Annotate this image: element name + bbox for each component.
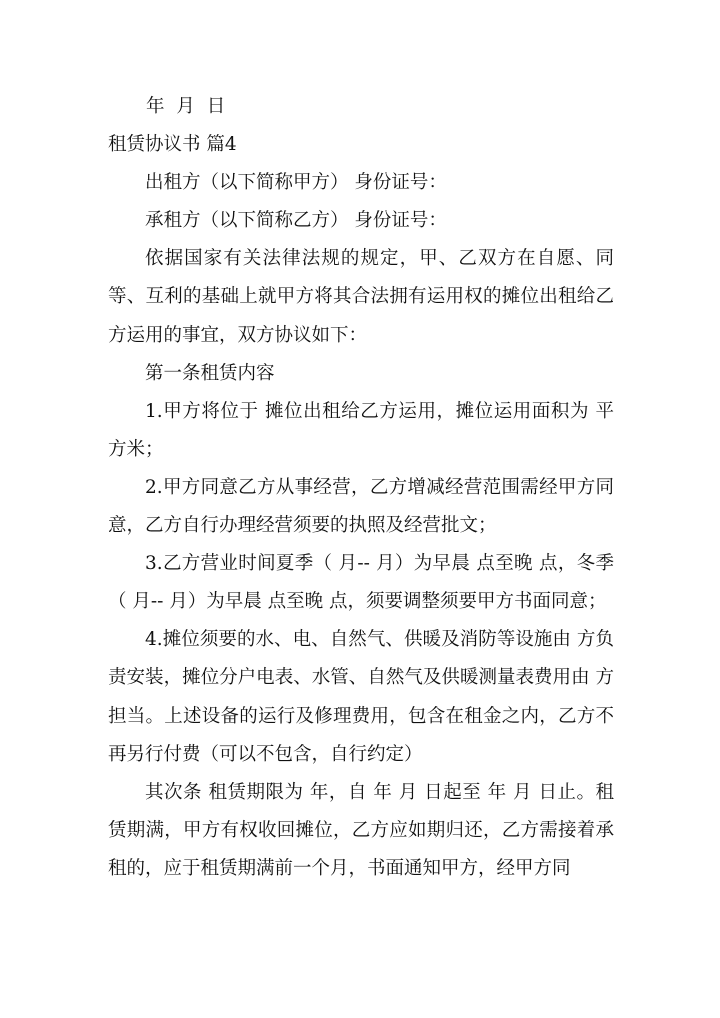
paragraph-preamble: 依据国家有关法律法规的规定，甲、乙双方在自愿、同等、互利的基础上就甲方将其合法拥有运用权的摊位出租给乙方运用的事宜，双方协议如下：: [108, 248, 614, 346]
paragraph-lessor: 出租方（以下简称甲方） 身份证号：: [145, 172, 447, 194]
clause-3: 3.乙方营业时间夏季（ 月-- 月）为早晨 点至晚 点，冬季（ 月-- 月）为早晨 点至晚 点，须要调整须要甲方书面同意；: [108, 553, 614, 613]
clause-1: 1.甲方将位于 摊位出租给乙方运用，摊位运用面积为 平方米；: [108, 400, 614, 460]
document-body: [108, 88, 614, 888]
clause-2: 2.甲方同意乙方从事经营，乙方增减经营范围需经甲方同意，乙方自行办理经营须要的执照及经营批文；: [108, 476, 614, 537]
section-heading: 租赁协议书 篇4: [108, 134, 237, 156]
article-1-title: 第一条租赁内容: [145, 362, 275, 384]
clause-4: 4.摊位须要的水、电、自然气、供暖及消防等设施由 方负责安装，摊位分户电表、水管、自然气及供暖测量表费用由 方担当。上述设备的运行及修理费用，包含在租金之内，乙方不再另行付费（可以不包含，自行约定）: [108, 629, 614, 765]
article-2: 其次条 租赁期限为 年，自 年 月 日起至 年 月 日止。租赁期满，甲方有权收回摊位，乙方应如期归还，乙方需接着承租的，应于租赁期满前一个月，书面通知甲方，经甲方同: [108, 781, 614, 879]
paragraph-lessee: 承租方（以下简称乙方） 身份证号：: [145, 210, 447, 232]
date-line: 年 月 日: [146, 96, 226, 117]
